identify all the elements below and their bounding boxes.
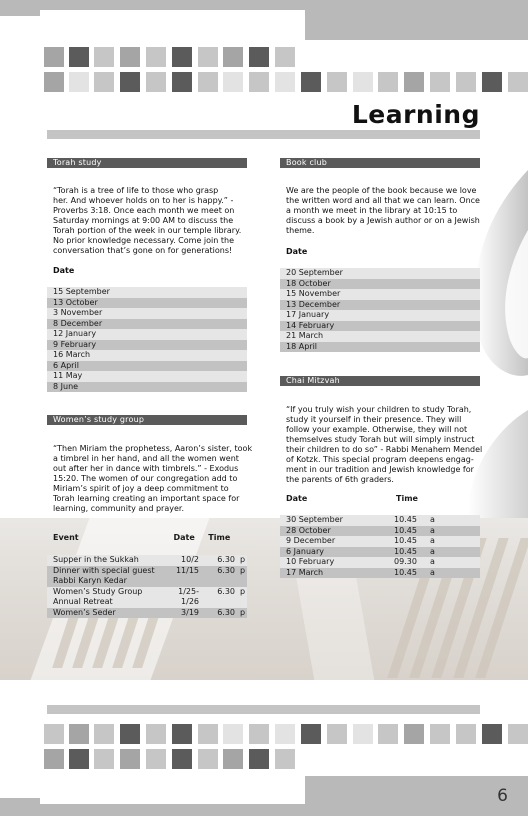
table-row: 9 December 10.45 a: [280, 536, 480, 547]
page-title: Learning: [351, 100, 480, 129]
list-item: 14 February: [280, 321, 480, 332]
list-item: 6 April: [47, 361, 247, 372]
chai-mitzvah-heading: Chai Mitzvah: [280, 376, 480, 386]
table-row: 28 October 10.45 a: [280, 526, 480, 537]
table-header: Date Time: [286, 494, 418, 503]
torah-study-date-label: Date: [53, 266, 75, 275]
title-divider: [47, 130, 480, 139]
list-item: 20 September: [280, 268, 480, 279]
list-item: 3 November: [47, 308, 247, 319]
chai-mitzvah-text: “If you truly wish your children to study Torah, study it yourself in their presence. They will follow your example. Otherwise, they will not themselves study Torah but will simply instruct their children to do so” - Rabbi Menahem Mendel of Kotzk. This special program deepens engag- ment in our tradition and Jewish knowledge for the parents of 6th graders.: [286, 405, 483, 484]
torah-study-dates: [47, 287, 247, 392]
table-row: 6 January 10.45 a: [280, 547, 480, 558]
list-item: 16 March: [47, 350, 247, 361]
list-item: 18 April: [280, 342, 480, 353]
list-item: 12 January: [47, 329, 247, 340]
list-item: 15 September: [47, 287, 247, 298]
table-row: 30 September 10.45 a: [280, 515, 480, 526]
table-row: Supper in the Sukkah 10/2 6.30 p: [47, 555, 247, 566]
list-item: 21 March: [280, 331, 480, 342]
list-item: 17 January: [280, 310, 480, 321]
womens-study-heading: Women’s study group: [47, 415, 247, 425]
book-club-date-label: Date: [286, 247, 308, 256]
list-item: 13 December: [280, 300, 480, 311]
book-club-heading: Book club: [280, 158, 480, 168]
table-row: 17 March 10.45 a: [280, 568, 480, 579]
list-item: 8 June: [47, 382, 247, 393]
book-club-dates: [280, 268, 480, 352]
womens-study-text: “Then Miriam the prophetess, Aaron’s sister, took a timbrel in her hand, and all the women went out after her in dance with timbrels.” - Exodus 15:20. The women of our congregation add to Miriam’s spirit of joy a deep commitment to Torah learning creating an important space for learning, community and prayer.: [53, 444, 253, 513]
list-item: 13 October: [47, 298, 247, 309]
list-item: 11 May: [47, 371, 247, 382]
table-row: 10 February 09.30 a: [280, 557, 480, 568]
list-item: 8 December: [47, 319, 247, 330]
table-row: Women’s Seder 3/19 6.30 p: [47, 608, 247, 619]
list-item: 9 February: [47, 340, 247, 351]
torah-study-heading: Torah study: [47, 158, 247, 168]
table-row: Women’s Study Group Annual Retreat 1/25- 1/26 6.30 p: [47, 587, 247, 608]
womens-events-table: [47, 533, 247, 618]
table-header: Event Date Time: [53, 533, 231, 542]
bottom-divider: [47, 705, 480, 714]
list-item: 15 November: [280, 289, 480, 300]
page-number: 6: [497, 786, 508, 806]
table-row: Dinner with special guest Rabbi Karyn Kedar 11/15 6.30 p: [47, 566, 247, 587]
list-item: 18 October: [280, 279, 480, 290]
chai-mitzvah-table: [280, 494, 480, 578]
book-club-text: We are the people of the book because we love the written word and all that we can learn. Once a month we meet in the library at 10:15 to discuss a book by a Jewish author or on a Jewish theme.: [286, 186, 480, 235]
torah-study-text: “Torah is a tree of life to those who grasp her. And whoever holds on to her is happy.” - Proverbs 3:18. Once each month we meet on Saturday mornings at 9:00 AM to discuss the Torah portion of the week in our temple library. No prior knowledge necessary. Come join the conversation that’s gone on for generations!: [53, 186, 242, 255]
